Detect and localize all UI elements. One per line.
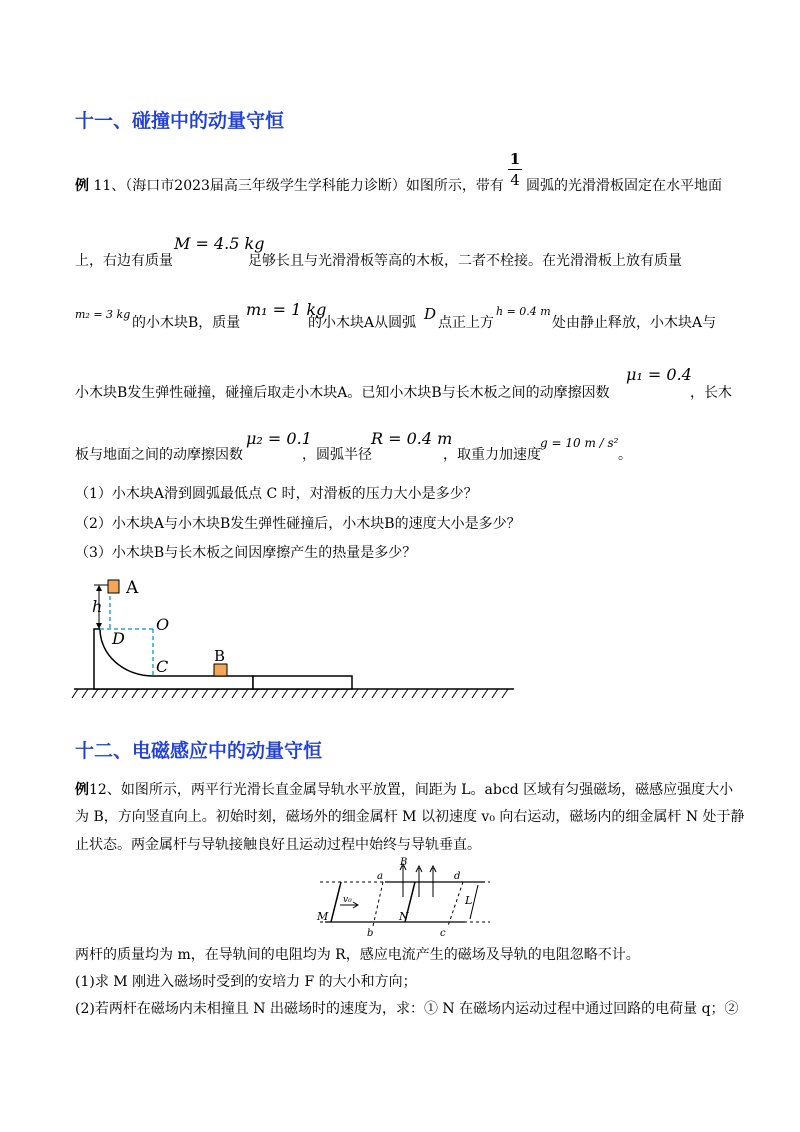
example-number: 11 xyxy=(93,178,112,194)
example-11-line-3c: 点正上方 xyxy=(438,315,494,331)
field-boundary-dc xyxy=(448,882,463,926)
example-12-line-5: (1)求 M 刚进入磁场时受到的安培力 F 的大小和方向； xyxy=(75,974,417,990)
height-h-formula: h = 0.4 m xyxy=(496,305,551,318)
fraction-numerator: 1 xyxy=(509,150,521,168)
example-11-line-2b: 足够长且与光滑滑板等高的木板，二者不栓接。在光滑滑板上放有质量 xyxy=(248,253,682,269)
height-arrow-head-down xyxy=(96,623,102,629)
section-12-title: 十二、电磁感应中的动量守恒 xyxy=(75,740,323,762)
block-B xyxy=(214,664,227,676)
point-D: D xyxy=(424,305,437,323)
section-11-title: 十一、碰撞中的动量守恒 xyxy=(75,110,285,132)
label-b: b xyxy=(367,928,374,939)
fraction-bar xyxy=(508,169,522,170)
mass-m2-formula: m₂ = 3 kg xyxy=(75,308,131,321)
example-11-line-5c: ，取重力加速度 xyxy=(443,447,541,463)
long-plank xyxy=(253,676,352,689)
radius-R-formula: R = 0.4 m xyxy=(371,429,453,448)
example-11-line-5d: 。 xyxy=(618,447,632,463)
example-11-line-5b: ，圆弧半径 xyxy=(302,447,372,463)
height-arrow-head-up xyxy=(96,585,102,591)
block-A xyxy=(108,580,119,593)
label-O: O xyxy=(156,615,170,634)
label-v0: v₀ xyxy=(343,895,352,905)
rod-M xyxy=(331,882,341,922)
example-12-line-4: 两杆的质量均为 m，在导轨间的电阻均为 R，感应电流产生的磁场及导轨的电阻忽略不计。 xyxy=(75,947,640,963)
label-D: D xyxy=(112,629,125,648)
label-B: B xyxy=(214,647,226,665)
example-11-line-1-tail: 圆弧的光滑滑板固定在水平地面 xyxy=(526,178,722,194)
example-11-line-4b: ，长木 xyxy=(690,385,732,401)
label-M: M xyxy=(317,910,329,923)
gravity-g-formula: g = 10 m / s² xyxy=(540,436,619,450)
field-boundary-ab xyxy=(373,882,383,926)
example-11-line-3d: 处由静止释放，小木块A与 xyxy=(552,315,717,331)
example-11-line-1 xyxy=(75,175,504,195)
field-arrows xyxy=(400,864,436,897)
mass-M-formula: M = 4.5 kg xyxy=(174,234,265,253)
example-12-text: 12、如图所示，两平行光滑长直金属导轨水平放置，间距为 L。abcd 区域有匀强磁场，磁感应强度大小 xyxy=(89,782,734,798)
label-c: c xyxy=(440,928,446,939)
example-label-12: 例 xyxy=(75,782,89,798)
example-11-line-2a: 上，右边有质量 xyxy=(75,253,173,269)
example-11-line-3b: 的小木块A从圆弧 xyxy=(308,315,417,331)
question-3: （3）小木块B与长木板之间因摩擦产生的热量是多少？ xyxy=(75,545,417,561)
label-A: A xyxy=(126,578,139,598)
label-N: N xyxy=(399,910,409,923)
mu2-formula: μ₂ = 0.1 xyxy=(246,429,312,448)
mu1-formula: μ₁ = 0.4 xyxy=(626,365,692,384)
question-1: （1）小木块A滑到圆弧最低点 C 时，对滑板的压力大小是多少？ xyxy=(75,486,478,502)
example-12-line-1 xyxy=(75,779,733,799)
label-a: a xyxy=(377,871,383,882)
example-11-line-3a: 的小木块B，质量 xyxy=(132,315,241,331)
label-h: h xyxy=(92,597,103,616)
collision-figure xyxy=(70,570,520,702)
example-label: 例 xyxy=(75,178,89,194)
example-11-line-4a: 小木块B发生弹性碰撞，碰撞后取走小木块A。已知小木块B与长木板之间的动摩擦因数 xyxy=(75,385,610,401)
example-12-line-6: (2)若两杆在磁场内未相撞且 N 出磁场时的速度为，求：① N 在磁场内运动过程中通过回路的电荷量 q；② xyxy=(75,1001,739,1017)
ground-hatching xyxy=(72,689,514,698)
label-B-field: B xyxy=(400,857,408,868)
label-L: L xyxy=(465,894,473,907)
fraction-quarter xyxy=(508,150,522,189)
example-11-line-5a: 板与地面之间的动摩擦因数 xyxy=(75,447,243,463)
mass-m1-formula: m₁ = 1 kg xyxy=(246,300,327,319)
label-C: C xyxy=(156,657,169,676)
magnetic-rail-figure xyxy=(305,852,495,942)
example-12-line-3: 止状态。两金属杆与导轨接触良好且运动过程中始终与导轨垂直。 xyxy=(75,837,481,853)
example-intro: 、（海口市2023届高三年级学生学科能力诊断）如图所示，带有 xyxy=(111,178,504,194)
fraction-denominator: 4 xyxy=(510,171,520,189)
question-2: （2）小木块A与小木块B发生弹性碰撞后，小木块B的速度大小是多少？ xyxy=(75,516,521,532)
label-d: d xyxy=(454,871,461,882)
example-12-line-2: 为 B，方向竖直向上。初始时刻，磁场外的细金属杆 M 以初速度 v₀ 向右运动，磁场内的细金属杆 N 处于静 xyxy=(75,809,745,825)
